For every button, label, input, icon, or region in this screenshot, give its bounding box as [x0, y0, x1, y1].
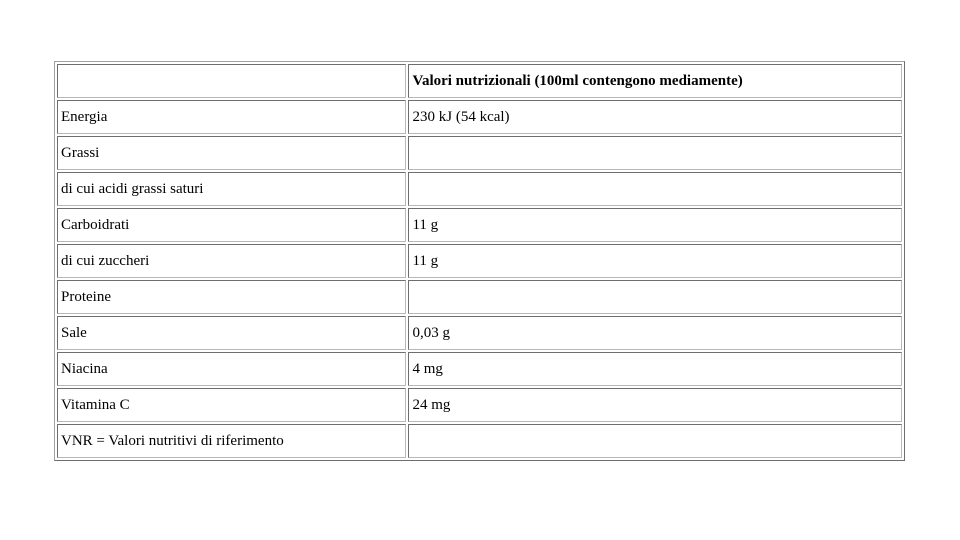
table-row [57, 172, 902, 206]
table-row [57, 208, 902, 242]
row-label-acidi-grassi-saturi: di cui acidi grassi saturi [57, 172, 406, 206]
row-label-energia: Energia [57, 100, 406, 134]
row-value-acidi-grassi-saturi [408, 172, 902, 206]
table-row [57, 388, 902, 422]
row-label-carboidrati: Carboidrati [57, 208, 406, 242]
header-label-cell [57, 64, 406, 98]
row-value-vitamina-c: 24 mg [408, 388, 902, 422]
table-row [57, 100, 902, 134]
table-row [57, 136, 902, 170]
row-label-proteine: Proteine [57, 280, 406, 314]
row-value-sale: 0,03 g [408, 316, 902, 350]
row-value-vnr [408, 424, 902, 458]
header-value-cell: Valori nutrizionali (100ml contengono mediamente) [408, 64, 902, 98]
table-row [57, 316, 902, 350]
table-header-row [57, 64, 902, 98]
table-row [57, 424, 902, 458]
row-label-vitamina-c: Vitamina C [57, 388, 406, 422]
row-value-proteine [408, 280, 902, 314]
row-value-zuccheri: 11 g [408, 244, 902, 278]
row-value-niacina: 4 mg [408, 352, 902, 386]
table-row [57, 352, 902, 386]
row-label-zuccheri: di cui zuccheri [57, 244, 406, 278]
row-label-grassi: Grassi [57, 136, 406, 170]
row-value-energia: 230 kJ (54 kcal) [408, 100, 902, 134]
table-row [57, 244, 902, 278]
row-label-niacina: Niacina [57, 352, 406, 386]
row-value-grassi [408, 136, 902, 170]
nutrition-table [54, 61, 905, 461]
table-row [57, 280, 902, 314]
row-label-vnr: VNR = Valori nutritivi di riferimento [57, 424, 406, 458]
row-value-carboidrati: 11 g [408, 208, 902, 242]
row-label-sale: Sale [57, 316, 406, 350]
